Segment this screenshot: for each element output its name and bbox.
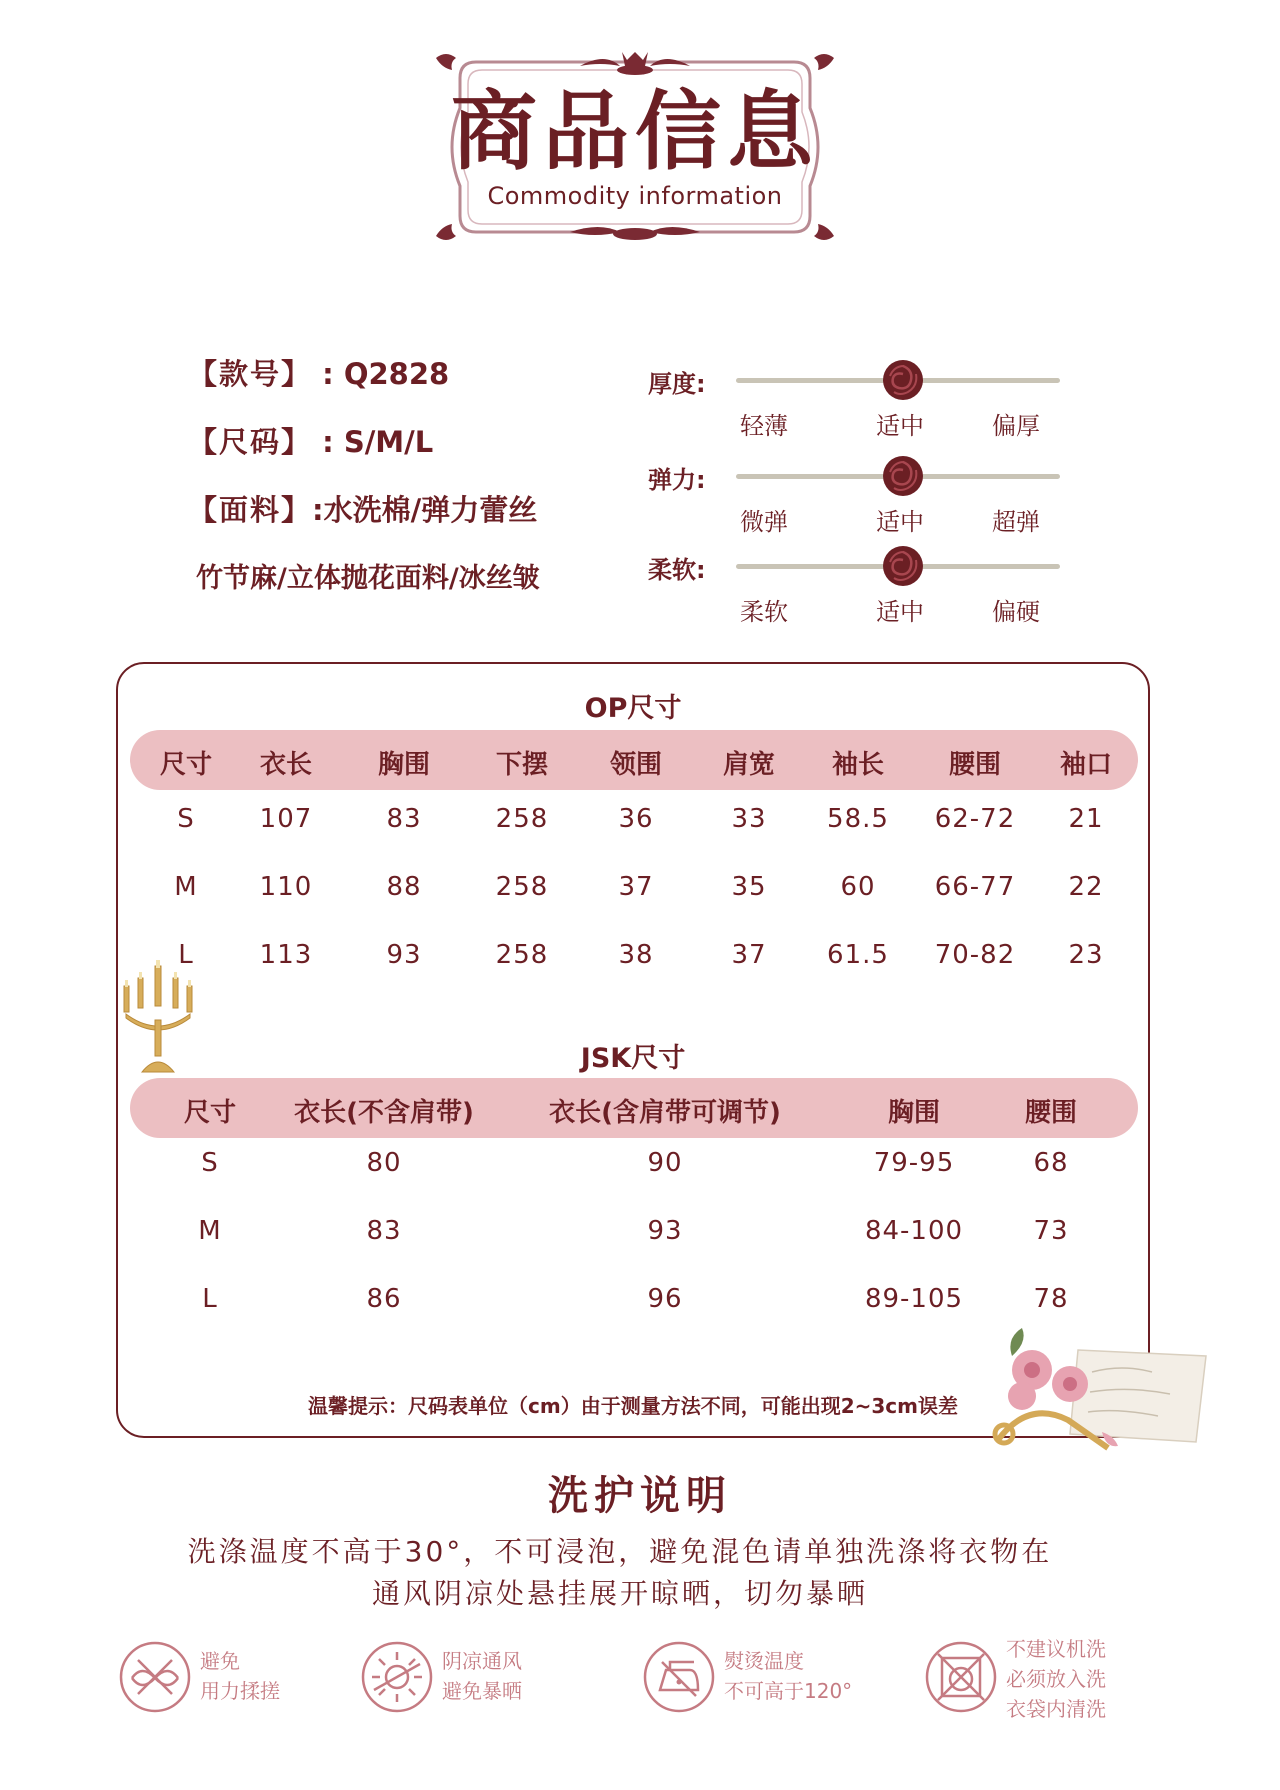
care-caption-line: 用力揉搓 xyxy=(200,1679,280,1703)
table-cell: 84-100 xyxy=(864,1216,964,1246)
softness-slider xyxy=(648,550,1088,650)
table-header-cell: 衣长 xyxy=(259,750,312,780)
care-caption-iron xyxy=(724,1646,852,1706)
fabric-value: :水洗棉/弹力蕾丝 xyxy=(312,493,538,527)
table-header-cell: 袖长 xyxy=(831,750,884,780)
table-cell: 86 xyxy=(366,1284,402,1314)
table-cell: M xyxy=(198,1216,222,1246)
table-cell: L xyxy=(178,940,194,970)
table-header-cell: 领围 xyxy=(609,750,662,780)
table-cell: 36 xyxy=(618,804,654,834)
table-cell: 33 xyxy=(731,804,767,834)
table-cell: 37 xyxy=(731,940,767,970)
slider-tick-high: 超弹 xyxy=(992,508,1040,536)
table-cell: 61.5 xyxy=(827,940,889,970)
table-cell: 21 xyxy=(1068,804,1104,834)
table-header-cell: 尺寸 xyxy=(159,750,212,780)
style-number-label: 【款号】 xyxy=(188,357,313,391)
table-header-cell: 胸围 xyxy=(887,1098,940,1128)
table-cell: 58.5 xyxy=(827,804,889,834)
table-header-cell: 衣长(含肩带可调节) xyxy=(549,1098,781,1128)
table-header-cell: 衣长(不含肩带) xyxy=(294,1098,474,1128)
care-caption-line: 必须放入洗 xyxy=(1006,1667,1106,1691)
care-caption-machine xyxy=(1006,1634,1106,1724)
table-cell: 38 xyxy=(618,940,654,970)
style-number-value: Q2828 xyxy=(343,357,450,391)
fabric-label: 【面料】 xyxy=(188,493,313,527)
care-caption-wring xyxy=(200,1646,280,1706)
table-cell: 83 xyxy=(366,1216,402,1246)
table-cell: 66-77 xyxy=(934,872,1016,902)
care-caption-line: 衣袋内清洗 xyxy=(1006,1697,1106,1721)
rose-marker-icon xyxy=(880,544,926,588)
table-cell: 78 xyxy=(1033,1284,1069,1314)
slider-tick-high: 偏厚 xyxy=(992,412,1040,440)
table-cell: 79-95 xyxy=(873,1148,955,1178)
page-subtitle: Commodity information xyxy=(487,182,783,210)
table-cell: S xyxy=(177,804,195,834)
table-cell: M xyxy=(174,872,198,902)
slider-tick-mid: 适中 xyxy=(876,598,924,626)
care-title: 洗护说明 xyxy=(548,1473,732,1519)
slider-tick-mid: 适中 xyxy=(876,412,924,440)
table-cell: L xyxy=(202,1284,218,1314)
slider-tick-high: 偏硬 xyxy=(992,598,1040,626)
slider-tick-low: 轻薄 xyxy=(740,412,788,440)
care-caption-line: 阴凉通风 xyxy=(442,1649,522,1673)
table-cell: 68 xyxy=(1033,1148,1069,1178)
flowers-key-letter-icon xyxy=(982,1322,1214,1462)
care-caption-line: 不可高于120° xyxy=(724,1679,853,1703)
care-caption-line: 不建议机洗 xyxy=(1006,1637,1106,1661)
size-row: 【尺码】 : S/M/L xyxy=(188,425,434,459)
table-header-cell: 腰围 xyxy=(1024,1098,1077,1128)
jsk-table-title: JSK尺寸 xyxy=(580,1043,686,1074)
care-caption-line: 避免 xyxy=(200,1649,240,1673)
no-machine-wash-icon xyxy=(924,1640,998,1714)
table-header-cell: 尺寸 xyxy=(183,1098,236,1128)
table-cell: 60 xyxy=(840,872,876,902)
care-caption-shade xyxy=(442,1646,522,1706)
size-value: S/M/L xyxy=(343,425,434,459)
slider-label: 柔软: xyxy=(648,556,706,584)
care-caption-line: 避免暴晒 xyxy=(442,1679,522,1703)
fabric-row xyxy=(188,488,537,529)
table-cell: 62-72 xyxy=(934,804,1016,834)
table-cell: 23 xyxy=(1068,940,1104,970)
table-cell: 93 xyxy=(647,1216,683,1246)
rose-marker-icon xyxy=(880,454,926,498)
slider-label: 弹力: xyxy=(648,466,706,494)
fabric-line-2: 竹节麻/立体抛花面料/冰丝皱 xyxy=(196,563,540,594)
care-text-line-1: 洗涤温度不高于30°，不可浸泡，避免混色请单独洗涤将衣物在 xyxy=(187,1535,1053,1568)
candelabra-icon xyxy=(120,960,196,1076)
table-cell: S xyxy=(201,1148,219,1178)
slider-tick-low: 柔软 xyxy=(740,598,788,626)
care-caption-line: 熨烫温度 xyxy=(724,1649,804,1673)
table-cell: 70-82 xyxy=(934,940,1016,970)
table-cell: 22 xyxy=(1068,872,1104,902)
rose-marker-icon xyxy=(880,358,926,402)
table-header-cell: 胸围 xyxy=(377,750,430,780)
table-header-cell: 腰围 xyxy=(948,750,1001,780)
table-cell: 89-105 xyxy=(864,1284,964,1314)
table-cell: 90 xyxy=(647,1148,683,1178)
table-cell: 113 xyxy=(259,940,313,970)
table-cell: 83 xyxy=(386,804,422,834)
table-cell: 258 xyxy=(495,940,549,970)
table-cell: 258 xyxy=(495,804,549,834)
table-cell: 88 xyxy=(386,872,422,902)
table-header-cell: 肩宽 xyxy=(722,750,775,780)
table-cell: 93 xyxy=(386,940,422,970)
care-text-line-2: 通风阴凉处悬挂展开晾晒，切勿暴晒 xyxy=(371,1577,868,1610)
table-header-cell: 袖口 xyxy=(1059,750,1112,780)
table-cell: 73 xyxy=(1033,1216,1069,1246)
table-cell: 96 xyxy=(647,1284,683,1314)
table-cell: 35 xyxy=(731,872,767,902)
table-cell: 107 xyxy=(259,804,313,834)
table-cell: 80 xyxy=(366,1148,402,1178)
slider-tick-low: 微弹 xyxy=(740,508,788,536)
table-cell: 110 xyxy=(259,872,313,902)
elasticity-slider xyxy=(648,460,1088,560)
size-note: 温馨提示：尺码表单位（cm）由于测量方法不同，可能出现2~3cm误差 xyxy=(308,1394,958,1418)
slider-label: 厚度: xyxy=(648,370,706,398)
table-cell: 258 xyxy=(495,872,549,902)
style-number-row: 【款号】 : Q2828 xyxy=(188,357,450,391)
no-wring-icon xyxy=(118,1640,192,1714)
sun-shade-icon xyxy=(360,1640,434,1714)
op-table-title: OP尺寸 xyxy=(584,693,682,724)
thickness-slider xyxy=(648,364,1088,464)
table-header-cell: 下摆 xyxy=(495,750,548,780)
size-label: 【尺码】 xyxy=(188,425,313,459)
slider-tick-mid: 适中 xyxy=(876,508,924,536)
page-title: 商品信息 xyxy=(451,82,819,182)
header-frame xyxy=(430,48,840,246)
iron-icon xyxy=(642,1640,716,1714)
table-cell: 37 xyxy=(618,872,654,902)
